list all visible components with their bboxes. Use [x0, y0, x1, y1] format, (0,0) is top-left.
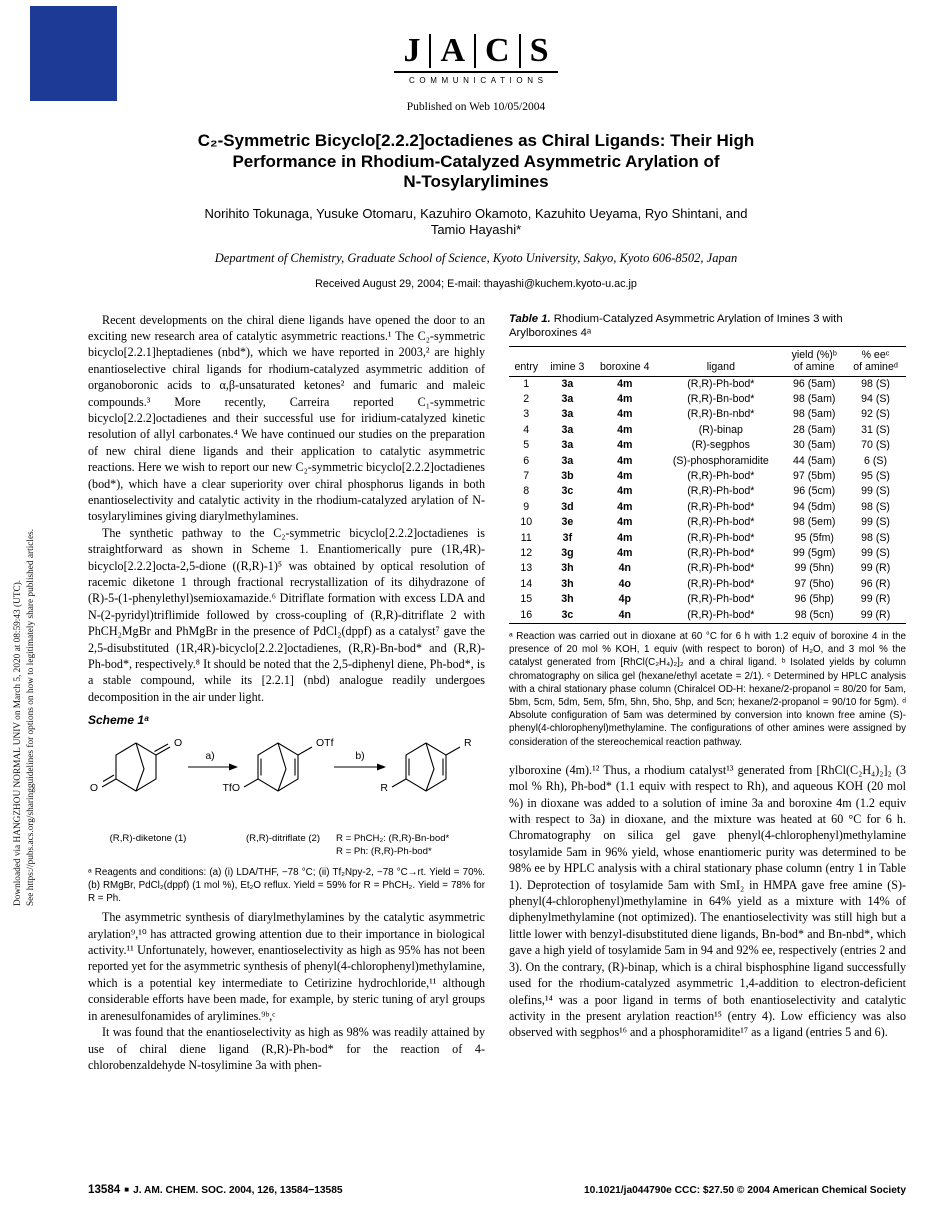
table-cell: 98 (5em): [793, 516, 836, 529]
journal-header: [0, 0, 952, 113]
table-cell: 3e: [561, 516, 574, 529]
table-cell: 3g: [561, 546, 574, 559]
table-cell: 4: [523, 423, 530, 436]
scheme-text-labels: [90, 737, 472, 794]
paragraph-4: It was found that the enantioselectivity as high as 98% was readily attained by use of chiral diene ligand (R,R)-Ph-bod* for the reaction of 4-chlorobenzaldehyde N-tosylimine 3a with phen-: [88, 1025, 485, 1072]
table-cell: (R,R)-Ph-bod*: [687, 485, 755, 498]
table-cell: 7: [523, 469, 530, 482]
table-cell: (R,R)-Ph-bod*: [687, 531, 755, 544]
table-cell: 96 (5cm): [793, 485, 836, 498]
table-row: [509, 407, 906, 422]
table-cell: 99 (R): [860, 562, 891, 575]
table-1-caption: Rhodium-Catalyzed Asymmetric Arylation of Imines 3 with Arylboroxines 4ᵃ: [509, 312, 843, 339]
table-cell: 3: [523, 408, 530, 421]
page-number: 13584: [88, 1183, 121, 1196]
table-cell: 3c: [561, 608, 574, 621]
table-cell: (R,R)-Bn-bod*: [687, 392, 755, 405]
atom-label-left-1: O: [89, 782, 98, 795]
logo-letter: C: [474, 34, 519, 68]
table-cell: 99 (5hn): [794, 562, 834, 575]
table-1-footnote: ᵃ Reaction was carried out in dioxane at 60 °C for 6 h with 1.2 equiv of boroxine 4 in the presence of 20 mol % KOH, 1 equiv (with respect to boron) of H₂O, and 3 mol % the catalyst generated from [RhCl(C₂H₄)₂]₂ and a chiral ligand. ᵇ Isolated yields by column chromatography on silica gel (hexane/ethyl acetate = 2/1). ᶜ Determined by HPLC analysis with a chiral stationary phase column (Chiralcel OD-H: hexane/2-propanol = 80/20 for 5am, 5bm, 5cm, 5dm, 5em, 5fm, 5hn, 5ho, 5hp, and 5cn; hexane/2-propanol = 90/10 for 5gm). ᵈ Absolute configuration of 5am was determined by conversion into known free amine (S)-phenyl(4-chlorophenyl)methylamine. The configurations of other amines were assigned by consideration of the stereochemical reaction pathway.: [509, 631, 906, 748]
table-row: [509, 392, 906, 407]
table-cell: 3h: [561, 577, 574, 590]
table-row: [509, 423, 906, 438]
atom-label-right-2: OTf: [316, 737, 334, 750]
table-cell: 3a: [561, 439, 574, 452]
col-header-yield: yield (%)ᵇ of amine: [783, 346, 845, 376]
table-body: [509, 376, 906, 624]
table-cell: 96 (R): [860, 577, 891, 590]
table-cell: 4m: [617, 531, 633, 544]
table-cell: (R,R)-Ph-bod*: [687, 562, 755, 575]
table-cell: (R,R)-Ph-bod*: [687, 608, 755, 621]
cover-corner-box: [30, 6, 117, 101]
download-notice: [12, 358, 38, 906]
table-row: [509, 592, 906, 607]
table-cell: 99 (S): [861, 485, 890, 498]
table-row: [509, 438, 906, 453]
table-cell: 14: [520, 577, 533, 590]
table-1-label: Table 1.: [509, 312, 551, 325]
table-cell: 98 (5cn): [794, 608, 834, 621]
table-row: [509, 376, 906, 392]
journal-reference: J. AM. CHEM. SOC. 2004, 126, 13584−13585: [133, 1185, 343, 1196]
article-authors: Norihito Tokunaga, Yusuke Otomaru, Kazuhiro Okamoto, Kazuhito Ueyama, Ryo Shintani, and Tamio Hayashi*: [204, 205, 748, 237]
scheme-structures-diagram: [88, 729, 485, 833]
table-cell: 3d: [561, 500, 574, 513]
table-row: [509, 484, 906, 499]
page-footer: [88, 1183, 906, 1196]
table-cell: 4m: [617, 392, 633, 405]
col-header-imine: imine 3: [544, 346, 592, 376]
table-cell: (R,R)-Ph-bod*: [687, 577, 755, 590]
structure-label-3-line1: R = PhCH₂: (R,R)-Bn-bod*: [336, 833, 450, 845]
table-cell: (R,R)-Ph-bod*: [687, 500, 755, 513]
col-header-boroxine: boroxine 4: [591, 346, 658, 376]
jacs-logo: [394, 34, 557, 85]
download-notice-line1: Downloaded via HANGZHOU NORMAL UNIV on March 5, 2020 at 08:59:43 (UTC).: [13, 579, 23, 906]
col-header-entry: entry: [509, 346, 544, 376]
table-row: [509, 577, 906, 592]
footer-citation: [88, 1183, 343, 1196]
table-cell: 3a: [561, 423, 574, 436]
table-row: [509, 561, 906, 576]
table-cell: 10: [520, 516, 533, 529]
table-cell: 5: [523, 439, 530, 452]
table-cell: 95 (S): [861, 469, 890, 482]
table-cell: 9: [523, 500, 530, 513]
scheme-1-label: Scheme 1ᵃ: [88, 713, 149, 728]
table-cell: 28 (5am): [793, 423, 836, 436]
table-cell: 4m: [617, 516, 633, 529]
table-cell: 8: [523, 485, 530, 498]
table-cell: 11: [520, 531, 532, 544]
published-date: Published on Web 10/05/2004: [406, 101, 546, 113]
col-header-ee: % eeᶜ of amineᵈ: [845, 346, 906, 376]
table-cell: 99 (R): [860, 593, 891, 606]
atom-label-left-3: R: [380, 782, 388, 795]
table-cell: 97 (5ho): [794, 577, 834, 590]
paragraph-right-1: ylboroxine (4m).¹² Thus, a rhodium catalyst¹³ generated from [RhCl(C₂H₄)₂]₂ (3 mol % Rh), Ph-bod* (1.1 equiv with respect to Rh), and aqueous KOH (20 mol %) in dioxane was added to a solution of imine 3a and boroxine 4m (1.2 equiv with respect to 3a) in dioxane, and the mixture was heated at 60 °C for 6 h. Chromatography on silica gel gave phenyl(4-chlorophenyl)methylamine tosylamide 5am in 96% yield, whose enantiomeric purity was determined to be 98% ee by HPLC analysis with a chiral stationary phase column (entry 1 in Table 1). Deprotection of tosylamide 5am with SmI₂ in HMPA gave free amine (S)-phenyl(4-chlorophenyl)methylamine in 64% yield as a mixture with 14% of diphenylmethylamine (not optimized). The enantioselectivity was still high but a little lower with benzyl-disubstituted diene ligands, Bn-bod* and Bn-nbd*, which gave a high yield of tosylamide 5am in 94 and 92% ee, respectively (entries 2 and 3). On the contrary, (R)-binap, which is a chiral bisphosphine ligand successfully used for the rhodium-catalyzed asymmetric 1,4-addition to electron-deficient olefins,¹⁴ was a poor ligand in terms of both enantioselectivity and catalytic activity in the present arylation reaction¹⁵ (entry 4). Low efficiency was also observed with segphos¹⁶ and a phosphoramidite¹⁷ as a ligand (entries 5 and 6).: [509, 762, 906, 1040]
table-row: [509, 531, 906, 546]
table-cell: 98 (S): [861, 377, 890, 390]
table-1: [509, 346, 906, 625]
table-cell: 92 (S): [861, 408, 890, 421]
table-cell: 6 (S): [864, 454, 887, 467]
received-email-line: Received August 29, 2004; E-mail: thayashi@kuchem.kyoto-u.ac.jp: [315, 277, 637, 290]
table-cell: 97 (5bm): [793, 469, 836, 482]
atom-label-left-2: TfO: [222, 782, 240, 795]
table-row: [509, 469, 906, 484]
logo-letter: S: [519, 34, 558, 68]
table-cell: (S)-phosphoramidite: [672, 454, 769, 467]
table-cell: 6: [523, 454, 530, 467]
right-column: [509, 312, 906, 1074]
table-cell: 99 (5gm): [793, 546, 836, 559]
structure-label-2: (R,R)-ditriflate (2): [245, 833, 321, 845]
logo-letter: J: [403, 32, 421, 69]
article-body: [88, 312, 906, 1074]
table-cell: (R,R)-Ph-bod*: [687, 546, 755, 559]
table-cell: (R,R)-Ph-bod*: [687, 516, 755, 529]
structure-label-3: [336, 833, 485, 858]
table-cell: 4n: [618, 562, 631, 575]
table-header: [509, 346, 906, 376]
table-cell: 4p: [618, 593, 631, 606]
table-cell: 15: [520, 593, 533, 606]
table-cell: 4m: [617, 408, 633, 421]
table-cell: (R,R)-Ph-bod*: [687, 469, 755, 482]
table-cell: 4m: [617, 485, 633, 498]
table-cell: 4o: [618, 577, 631, 590]
table-1-title: [509, 312, 906, 341]
atom-label-right-3: R: [464, 737, 472, 750]
square-bullet-icon: ■: [124, 1185, 130, 1194]
table-cell: (R)-segphos: [691, 439, 750, 452]
table-cell: (R,R)-Bn-nbd*: [687, 408, 755, 421]
table-cell: 94 (S): [861, 392, 890, 405]
left-column: [88, 312, 485, 1074]
table-cell: 3h: [561, 593, 574, 606]
table-cell: 3c: [561, 485, 574, 498]
table-cell: 4m: [617, 454, 633, 467]
table-row: [509, 546, 906, 561]
scheme-structure-labels: [88, 833, 485, 860]
col-header-ligand: ligand: [658, 346, 783, 376]
logo-letter: A: [429, 34, 474, 68]
table-cell: 99 (S): [861, 516, 890, 529]
table-cell: 99 (S): [861, 546, 890, 559]
table-cell: (R,R)-Ph-bod*: [687, 593, 755, 606]
atom-label-right-1: O: [174, 737, 183, 750]
table-cell: 98 (S): [861, 531, 890, 544]
table-cell: 4n: [618, 608, 631, 621]
table-cell: 4m: [617, 377, 633, 390]
structure-label-1: (R,R)-diketone (1): [109, 833, 187, 845]
table-row: [509, 454, 906, 469]
table-row: [509, 515, 906, 530]
scheme-1: [88, 713, 485, 905]
table-cell: 1: [523, 377, 530, 390]
table-cell: 4m: [617, 423, 633, 436]
arrow-label-a: a): [205, 750, 215, 763]
table-cell: 98 (5am): [793, 408, 836, 421]
table-cell: 70 (S): [861, 439, 890, 452]
table-cell: (R)-binap: [698, 423, 743, 436]
table-cell: 31 (S): [861, 423, 890, 436]
article-title: C₂-Symmetric Bicyclo[2.2.2]octadienes as Chiral Ligands: Their High Performance in Rhodium-Catalyzed Asymmetric Arylation of N-Tosylarylimines: [197, 131, 755, 191]
table-cell: 3a: [561, 392, 574, 405]
table-cell: 13: [520, 562, 533, 575]
table-cell: 3f: [562, 531, 573, 544]
table-cell: 16: [520, 608, 533, 621]
table-cell: 30 (5am): [793, 439, 836, 452]
doi-copyright: 10.1021/ja044790e CCC: $27.50 © 2004 American Chemical Society: [583, 1185, 906, 1196]
download-notice-line2: See https://pubs.acs.org/sharingguidelines for options on how to legitimately share published articles.: [26, 528, 36, 906]
table-cell: 12: [520, 546, 533, 559]
table-cell: 3a: [561, 408, 574, 421]
table-row: [509, 500, 906, 515]
bond-lines: [102, 743, 460, 791]
table-cell: 96 (5hp): [794, 593, 834, 606]
table-cell: 4m: [617, 439, 633, 452]
paragraph-3: The asymmetric synthesis of diarylmethylamines by the catalytic asymmetric arylation⁹,¹⁰ has attracted growing attention due to their importance in biological activity.¹¹ Unfortunately, however, enantioselectivity as high as 95% has not been reported yet for the asymmetric synthesis of phenyl(4-chlorophenyl)methylamine, which is a potential key intermediate to Cetirizine hydrochloride,¹¹ although considerable efforts have been made, for example, by steric tuning of aryl groups in arenesulfonamides of arylimines.⁹ᵇ,ᶜ: [88, 910, 485, 1023]
table-cell: 94 (5dm): [793, 500, 836, 513]
table-cell: 96 (5am): [793, 377, 836, 390]
paragraph-1: Recent developments on the chiral diene ligands have opened the door to an exciting new research area of catalytic asymmetric reactions.¹ The C₂-symmetric bicyclo[2.2.1]heptadienes (nbd*), which we have reported in 2003,² are highly enantioselective chiral ligands for rhodium-catalyzed asymmetric addition of organoboronic acids to α,β-unsaturated ketones² and fumaric and maleic compounds.³ More recently, Carreira reported C₁-symmetric bicyclo[2.2.2]octadienes and their successful use for iridium-catalyzed kinetic resolution of allyl carbonates.⁴ We have continued our studies on the preparation of new chiral diene ligands and their application to catalytic asymmetric reactions. Here we wish to report our new C₂-symmetric bicyclo[2.2.2]octadienes (bod*), which have a clear superiority over chiral phosphorus ligands in both enantioselectivity and catalytic activity in the rhodium-catalyzed arylation of N-tosylarylimines giving diarylmethylamines.: [88, 312, 485, 524]
table-cell: 98 (S): [861, 500, 890, 513]
article-affiliation: Department of Chemistry, Graduate School of Science, Kyoto University, Sakyo, Kyoto 606-8502, Japan: [214, 250, 738, 265]
table-row: [509, 608, 906, 624]
paragraph-2: The synthetic pathway to the C₂-symmetric bicyclo[2.2.2]octadienes is straightforward as shown in Scheme 1. Enantiomerically pure (1R,4R)-bicyclo[2.2.2]octa-2,5-dione ((R,R)-1)⁵ was obtained by optical resolution of racemic diketone 1 through fractional recrystallization of its dihydrazone of (R)-5-(1-phenylethyl)semioxamazide.⁶ Ditriflate formation with excess LDA and N-(2-pyridyl)triflimide followed by cross-coupling of (R,R)-ditriflate 2 with PhCH₂MgBr and PhMgBr in the presence of PdCl₂(dppf) as a catalyst⁷ gave the 2,5-disubstituted (1R,4R)-bicyclo[2.2.2]octadienes, (R,R)-Bn-bod* and (R,R)-Ph-bod*, respectively.⁸ It should be noted that the 2,5-diphenyl diene, Ph-bod*, is a stable compound, while its [2.2.1] (nbd) analogue readily undergoes decomposition in the air under light.: [88, 525, 485, 704]
table-cell: 3h: [561, 562, 574, 575]
arrow-label-b: b): [355, 750, 365, 763]
jacs-logo-letters: [394, 34, 557, 68]
table-cell: 2: [523, 392, 530, 405]
table-cell: (R,R)-Ph-bod*: [687, 377, 755, 390]
table-cell: 98 (5am): [793, 392, 836, 405]
table-cell: 4m: [617, 546, 633, 559]
table-cell: 95 (5fm): [794, 531, 834, 544]
scheme-footnote: ᵃ Reagents and conditions: (a) (i) LDA/THF, −78 °C; (ii) Tf₂Npy-2, −78 °C→rt. Yield = 70%. (b) RMgBr, PdCl₂(dppf) (1 mol %), Et₂O reflux. Yield = 59% for R = PhCH₂. Yield = 78% for R = Ph.: [88, 867, 485, 905]
communications-banner: COMMUNICATIONS: [394, 71, 557, 85]
structure-label-3-line2: R = Ph: (R,R)-Ph-bod*: [336, 845, 432, 857]
table-cell: 4m: [617, 500, 633, 513]
table-cell: 3a: [561, 377, 574, 390]
table-cell: 99 (R): [860, 608, 891, 621]
table-cell: 44 (5am): [793, 454, 836, 467]
table-cell: 3b: [561, 469, 574, 482]
table-cell: 4m: [617, 469, 633, 482]
table-cell: 3a: [561, 454, 574, 467]
